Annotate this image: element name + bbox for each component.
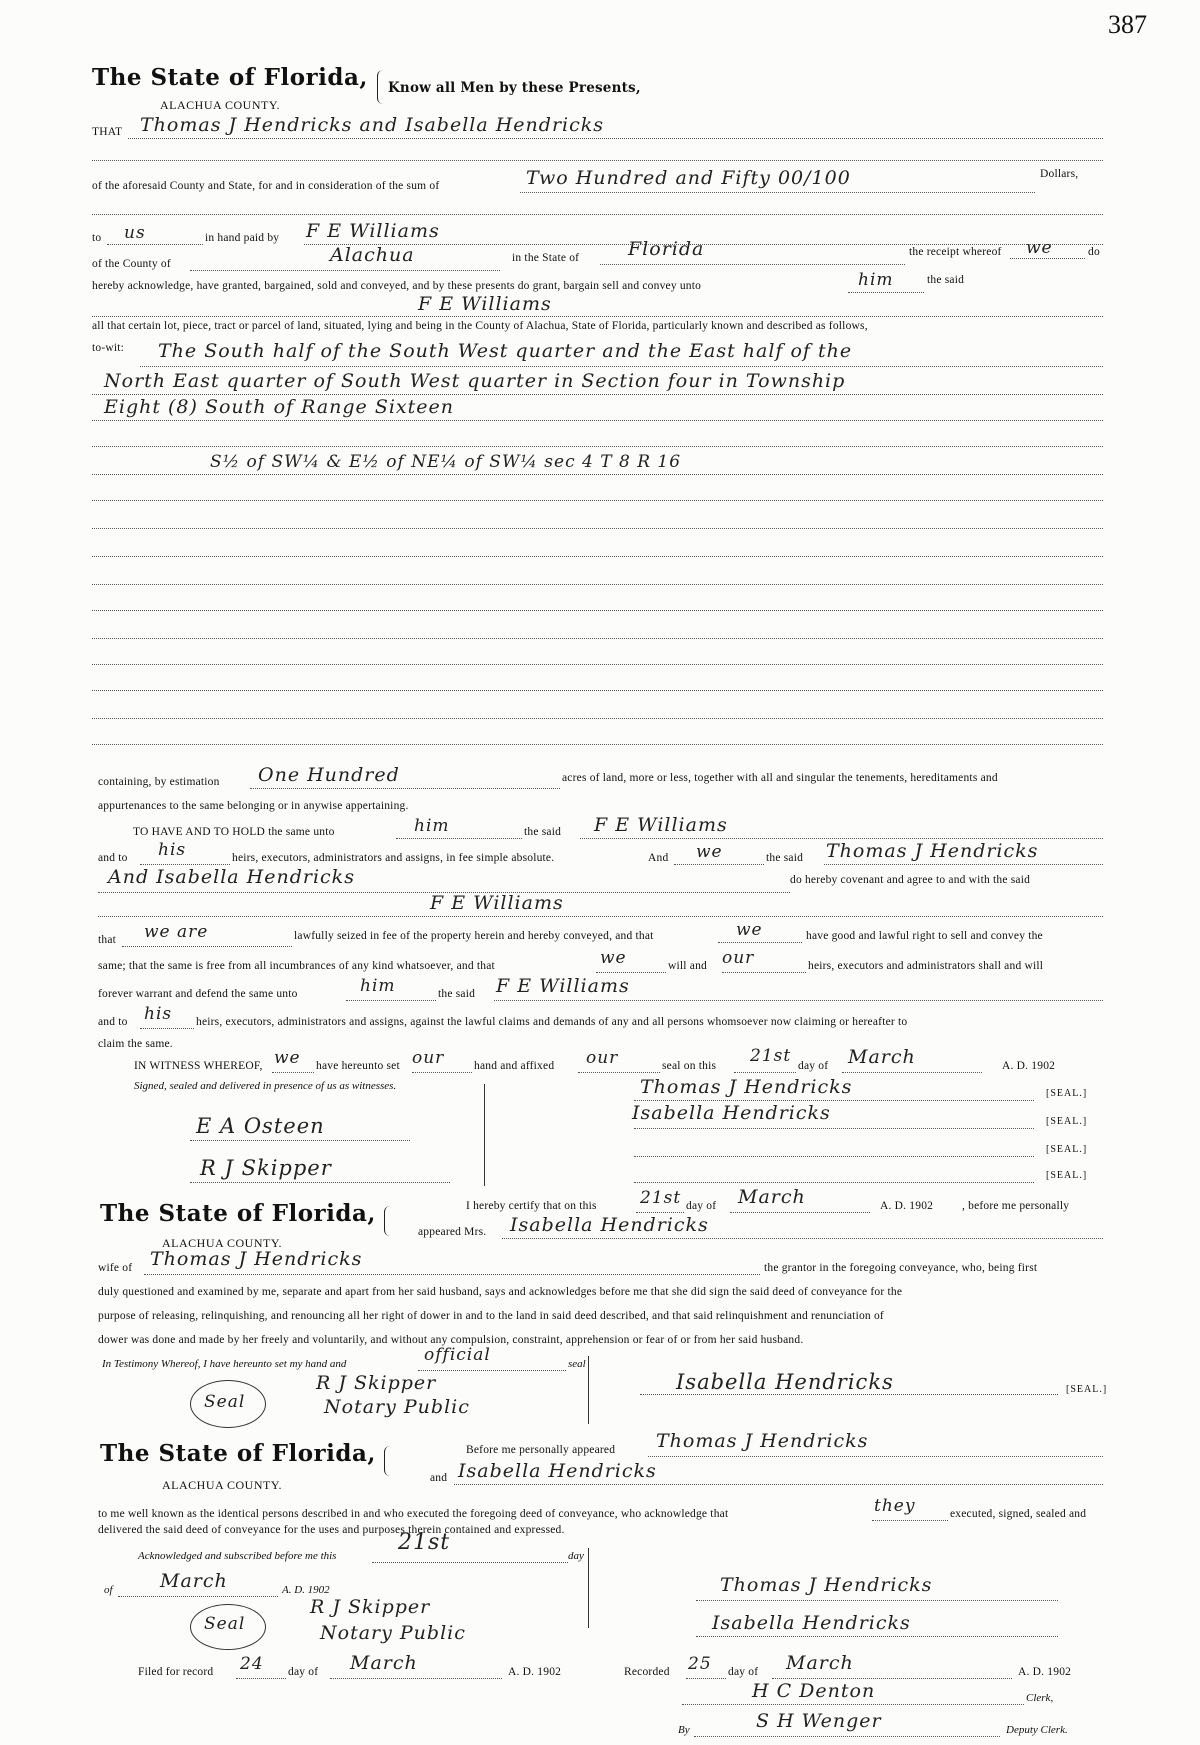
recorded-ad: A. D. 1902 bbox=[1018, 1666, 1072, 1678]
appeared-label: appeared Mrs. bbox=[418, 1226, 487, 1238]
joint-ad: A. D. 1902 bbox=[282, 1584, 330, 1596]
and-label: And bbox=[648, 852, 669, 864]
fill-line bbox=[634, 1100, 1034, 1101]
grantor-text: the grantor in the foregoing conveyance, who, being first bbox=[764, 1262, 1038, 1274]
fill-line bbox=[872, 1520, 948, 1521]
fill-line bbox=[634, 1128, 1034, 1129]
fill-line bbox=[674, 864, 764, 865]
wife-day-of: day of bbox=[686, 1200, 717, 1212]
brace bbox=[384, 1446, 393, 1476]
state-title-3: The State of Florida, bbox=[100, 1440, 376, 1467]
joint-body-2: delivered the said deed of conveyance for the uses and purposes therein contained and expressed. bbox=[98, 1524, 565, 1536]
joint-notary-title: Notary Public bbox=[320, 1622, 466, 1644]
signer-1-signature: Thomas J Hendricks bbox=[640, 1076, 853, 1098]
recorded-day: 25 bbox=[688, 1654, 712, 1674]
seal-stamp-text: Seal bbox=[204, 1392, 246, 1412]
joint-month: March bbox=[160, 1570, 228, 1592]
filed-day: 24 bbox=[240, 1654, 264, 1674]
fill-line bbox=[140, 366, 1103, 367]
habendum-said-label: the said bbox=[524, 826, 562, 838]
habendum-label: TO HAVE AND TO HOLD the same unto bbox=[133, 826, 335, 838]
fill-line bbox=[696, 1600, 1058, 1601]
fill-line bbox=[634, 1182, 1034, 1183]
fill-line bbox=[682, 1704, 1024, 1705]
fill-line bbox=[92, 556, 1103, 557]
grantors-handwriting: Thomas J Hendricks and Isabella Hendricks bbox=[140, 114, 605, 136]
seal-label-4: [SEAL.] bbox=[1046, 1170, 1088, 1181]
fill-line bbox=[272, 1072, 314, 1073]
county-label-3: ALACHUA COUNTY. bbox=[162, 1478, 282, 1492]
grantee-handwriting: F E Williams bbox=[418, 293, 552, 315]
husband-name: Thomas J Hendricks bbox=[150, 1248, 363, 1270]
dollars-label: Dollars, bbox=[1040, 168, 1079, 180]
heirs-text: heirs, executors, administrators and assigns, in fee simple absolute. bbox=[232, 852, 555, 864]
fill-line bbox=[144, 1274, 760, 1275]
county-handwriting: Alachua bbox=[330, 244, 415, 266]
day-of-label: day of bbox=[798, 1060, 829, 1072]
joint-sig-1: Thomas J Hendricks bbox=[720, 1574, 933, 1596]
wife-month: March bbox=[738, 1186, 806, 1208]
appurtenances-text: appurtenances to the same belonging or in anywise appertaining. bbox=[98, 800, 409, 812]
fill-line bbox=[412, 1072, 472, 1073]
fill-line bbox=[842, 1072, 982, 1073]
testimony-text: In Testimony Whereof, I have hereunto set my hand and bbox=[102, 1358, 347, 1370]
joint-name-1: Thomas J Hendricks bbox=[656, 1430, 869, 1452]
fill-line bbox=[696, 1636, 1058, 1637]
fill-line bbox=[92, 420, 1103, 421]
joint-notary-name: R J Skipper bbox=[310, 1596, 431, 1618]
wife-seal-label: [SEAL.] bbox=[1066, 1384, 1108, 1395]
fill-line bbox=[848, 292, 924, 293]
that-label-2: that bbox=[98, 934, 117, 946]
fill-line bbox=[236, 1678, 286, 1679]
fill-line bbox=[596, 972, 666, 973]
fill-line bbox=[330, 1678, 502, 1679]
fill-line bbox=[140, 864, 230, 865]
fill-line bbox=[190, 1182, 450, 1183]
county-of-label: of the County of bbox=[92, 258, 171, 270]
seized-text: lawfully seized in fee of the property herein and hereby conveyed, and that bbox=[294, 930, 654, 942]
fill-line bbox=[92, 528, 1103, 529]
claim-same-text: claim the same. bbox=[98, 1038, 173, 1050]
wife-of-label: wife of bbox=[98, 1262, 133, 1274]
fill-line bbox=[1010, 258, 1085, 259]
joint-before-me: Before me personally appeared bbox=[466, 1444, 616, 1456]
and-to-label-2: and to bbox=[98, 1016, 128, 1028]
bracket-line bbox=[484, 1084, 485, 1186]
seal-stamp-text-2: Seal bbox=[204, 1614, 246, 1634]
fill-line bbox=[634, 1156, 1034, 1157]
description-line-2: North East quarter of South West quarter in Section four in Township bbox=[104, 370, 846, 392]
joint-sig-2: Isabella Hendricks bbox=[712, 1612, 911, 1634]
signed-sealed-text: Signed, sealed and delivered in presence of us as witnesses. bbox=[134, 1080, 397, 1092]
witness-our: our bbox=[412, 1048, 445, 1068]
deputy-label: Deputy Clerk. bbox=[1006, 1724, 1068, 1736]
witness-ad: A. D. 1902 bbox=[1002, 1060, 1056, 1072]
fill-line bbox=[140, 1028, 194, 1029]
state-title-2: The State of Florida, bbox=[100, 1200, 376, 1227]
joint-body-1: to me well known as the identical persons described in and who executed the foregoing deed of conveyance, who acknowledge that bbox=[98, 1508, 729, 1520]
will-we: we bbox=[600, 948, 627, 968]
fill-line bbox=[92, 316, 1103, 317]
lot-text: all that certain lot, piece, tract or parcel of land, situated, lying and being in the County of Alachua, State of Florida, particularly known and described as follows, bbox=[92, 320, 868, 332]
warrant-name: F E Williams bbox=[496, 975, 630, 997]
seal-label-2: [SEAL.] bbox=[1046, 1116, 1088, 1127]
wife-name: Isabella Hendricks bbox=[510, 1214, 709, 1236]
state-title: The State of Florida, bbox=[92, 64, 368, 91]
consideration-text: of the aforesaid County and State, for and in consideration of the sum of bbox=[92, 180, 440, 192]
to-value: us bbox=[124, 223, 146, 243]
fill-line bbox=[128, 138, 1103, 139]
fill-line bbox=[92, 610, 1103, 611]
witness-2-signature: R J Skipper bbox=[200, 1156, 332, 1180]
and-to-label: and to bbox=[98, 852, 128, 864]
fill-line bbox=[372, 1562, 568, 1563]
fill-line bbox=[722, 972, 806, 973]
receipt-value: we bbox=[1026, 238, 1053, 258]
joint-of-label: of bbox=[104, 1584, 113, 1596]
fill-line bbox=[636, 1212, 684, 1213]
fill-line bbox=[730, 1212, 870, 1213]
fill-line bbox=[92, 638, 1103, 639]
fill-line bbox=[580, 838, 1103, 839]
grantor-name-2: And Isabella Hendricks bbox=[108, 866, 355, 888]
know-all-men: Know all Men by these Presents, bbox=[388, 80, 641, 96]
wife-signature: Isabella Hendricks bbox=[676, 1370, 894, 1394]
fill-line bbox=[418, 1370, 566, 1371]
fill-line bbox=[92, 718, 1103, 719]
fill-line bbox=[346, 1000, 436, 1001]
acknowledge-text: hereby acknowledge, have granted, bargained, sold and conveyed, and by these presents do grant, bargain sell and convey unto bbox=[92, 280, 702, 292]
seal-on-label: seal on this bbox=[662, 1060, 717, 1072]
the-said-label: the said bbox=[927, 274, 965, 286]
description-line-1: The South half of the South West quarter and the East half of the bbox=[158, 340, 853, 362]
fill-line bbox=[118, 1596, 278, 1597]
fill-line bbox=[92, 394, 1103, 395]
joint-day: 21st bbox=[398, 1530, 451, 1555]
acres-text: acres of land, more or less, together with all and singular the tenements, hereditaments and bbox=[562, 772, 998, 784]
filed-month: March bbox=[350, 1652, 418, 1674]
clerk-label: Clerk, bbox=[1026, 1692, 1054, 1704]
bracket-line bbox=[588, 1356, 589, 1424]
in-hand-paid-label: in hand paid by bbox=[205, 232, 280, 244]
receipt-label: the receipt whereof bbox=[909, 246, 1002, 258]
witness-day: 21st bbox=[750, 1046, 792, 1066]
heirs-exec-text: heirs, executors and administrators shall and will bbox=[808, 960, 1044, 972]
fill-line bbox=[494, 1000, 1103, 1001]
said2-label: the said bbox=[766, 852, 804, 864]
warrant-unto: him bbox=[360, 976, 396, 996]
description-line-3: Eight (8) South of Range Sixteen bbox=[104, 396, 455, 418]
will-label: will and bbox=[668, 960, 707, 972]
habendum-unto: him bbox=[414, 816, 450, 836]
seal-label-1: [SEAL.] bbox=[1046, 1088, 1088, 1099]
wife-day: 21st bbox=[640, 1188, 682, 1208]
and-we: we bbox=[696, 842, 723, 862]
wife-notary-name: R J Skipper bbox=[316, 1372, 437, 1394]
hand-affixed-label: hand and affixed bbox=[474, 1060, 555, 1072]
bracket-line bbox=[588, 1548, 589, 1628]
wife-body-2: purpose of releasing, relinquishing, and renouncing all her right of dower in and to the land in said deed described, and that said relinquishment and renunciation of bbox=[98, 1310, 884, 1322]
certify-text: I hereby certify that on this bbox=[466, 1200, 597, 1212]
fill-line bbox=[92, 160, 1103, 161]
wife-notary-title: Notary Public bbox=[324, 1396, 470, 1418]
do-label: do bbox=[1088, 246, 1100, 258]
acres-handwriting: One Hundred bbox=[258, 764, 400, 786]
that-we: we bbox=[736, 920, 763, 940]
grantor-name-1: Thomas J Hendricks bbox=[826, 840, 1039, 862]
fill-line bbox=[122, 946, 292, 947]
recorded-label: Recorded bbox=[624, 1666, 670, 1678]
fill-line bbox=[250, 788, 560, 789]
fill-line bbox=[92, 664, 1103, 665]
seal-label-3: [SEAL.] bbox=[1046, 1144, 1088, 1155]
joint-executed: executed, signed, sealed and bbox=[950, 1508, 1087, 1520]
joint-they: they bbox=[874, 1496, 916, 1516]
containing-label: containing, by estimation bbox=[98, 776, 220, 788]
official-word: official bbox=[424, 1345, 491, 1365]
fill-line bbox=[92, 446, 1103, 447]
fill-line bbox=[190, 1140, 410, 1141]
clerk-signature: H C Denton bbox=[752, 1680, 876, 1702]
filed-ad: A. D. 1902 bbox=[508, 1666, 562, 1678]
county-label-2: ALACHUA COUNTY. bbox=[162, 1236, 282, 1250]
fill-line bbox=[824, 864, 1103, 865]
filed-day-of: day of bbox=[288, 1666, 319, 1678]
witness-month: March bbox=[848, 1046, 916, 1068]
fill-line bbox=[454, 1484, 1103, 1485]
payer-handwriting: F E Williams bbox=[306, 220, 440, 242]
joint-name-2: Isabella Hendricks bbox=[458, 1460, 657, 1482]
fill-line bbox=[772, 1678, 1012, 1679]
fill-line bbox=[520, 192, 1035, 193]
fill-line bbox=[98, 916, 1103, 917]
page-number: 387 bbox=[1108, 10, 1147, 39]
that-label: THAT bbox=[92, 126, 123, 138]
witness-our-2: our bbox=[586, 1048, 619, 1068]
heirs-whose: his bbox=[158, 840, 187, 860]
to-wit-label: to-wit: bbox=[92, 342, 125, 354]
description-line-5: S½ of SW¼ & E½ of NE¼ of SW¼ sec 4 T 8 R 16 bbox=[210, 452, 682, 472]
state-of-label: in the State of bbox=[512, 252, 580, 264]
fill-line bbox=[578, 1072, 660, 1073]
witness-label: IN WITNESS WHEREOF, bbox=[134, 1060, 263, 1072]
fill-line bbox=[396, 838, 522, 839]
fill-line bbox=[92, 690, 1103, 691]
county-label: ALACHUA COUNTY. bbox=[160, 98, 280, 112]
our-heirs: our bbox=[722, 948, 755, 968]
fill-line bbox=[686, 1678, 726, 1679]
by-label: By bbox=[678, 1724, 690, 1736]
seal-word: seal bbox=[568, 1358, 586, 1370]
right-text: have good and lawful right to sell and convey the bbox=[806, 930, 1043, 942]
recorded-day-of: day of bbox=[728, 1666, 759, 1678]
fill-line bbox=[92, 474, 1103, 475]
state-handwriting: Florida bbox=[628, 238, 705, 260]
signer-2-signature: Isabella Hendricks bbox=[632, 1102, 831, 1124]
warrant-label: forever warrant and defend the same unto bbox=[98, 988, 298, 1000]
fill-line bbox=[92, 584, 1103, 585]
recorded-month: March bbox=[786, 1652, 854, 1674]
fill-line bbox=[648, 1456, 1103, 1457]
witness-we: we bbox=[274, 1048, 301, 1068]
fill-line bbox=[92, 214, 1103, 215]
fill-line bbox=[600, 264, 905, 265]
covenant-name: F E Williams bbox=[430, 892, 564, 914]
fill-line bbox=[92, 500, 1103, 501]
witness-1-signature: E A Osteen bbox=[196, 1114, 325, 1138]
filed-label: Filed for record bbox=[138, 1666, 214, 1678]
fill-line bbox=[190, 270, 500, 271]
to-label: to bbox=[92, 232, 102, 244]
fill-line bbox=[694, 1736, 1000, 1737]
brace bbox=[377, 70, 386, 104]
brace bbox=[384, 1206, 393, 1236]
lawful-claims-text: heirs, executors, administrators and assigns, against the lawful claims and demands of any and all persons whomsoever now claiming or hereafter to bbox=[196, 1016, 908, 1028]
fill-line bbox=[92, 744, 1103, 745]
wife-body-3: dower was done and made by her freely and voluntarily, and without any compulsion, constraint, apprehension or fear of or from her said husband. bbox=[98, 1334, 804, 1346]
fill-line bbox=[502, 1238, 1103, 1239]
wife-ad: A. D. 1902 bbox=[880, 1200, 934, 1212]
joint-and-label: and bbox=[430, 1472, 448, 1484]
sum-handwriting: Two Hundred and Fifty 00/100 bbox=[526, 167, 851, 189]
fill-line bbox=[640, 1394, 1058, 1395]
joint-day-label: day bbox=[568, 1550, 584, 1562]
fill-line bbox=[107, 244, 203, 245]
before-me-text: , before me personally bbox=[962, 1200, 1070, 1212]
acknowledged-text: Acknowledged and subscribed before me this bbox=[138, 1550, 337, 1562]
warrant-said-label: the said bbox=[438, 988, 476, 1000]
habendum-name: F E Williams bbox=[594, 814, 728, 836]
convey-unto-value: him bbox=[858, 270, 894, 290]
wife-body-1: duly questioned and examined by me, separate and apart from her said husband, says and acknowledges before me that she did sign the said deed of conveyance for the bbox=[98, 1286, 903, 1298]
fill-line bbox=[734, 1072, 796, 1073]
fill-line bbox=[718, 942, 802, 943]
seized-value: we are bbox=[144, 922, 209, 942]
heirs2: his bbox=[144, 1004, 173, 1024]
deputy-signature: S H Wenger bbox=[756, 1710, 882, 1732]
have-set-label: have hereunto set bbox=[316, 1060, 400, 1072]
free-text: same; that the same is free from all incumbrances of any kind whatsoever, and that bbox=[98, 960, 495, 972]
covenant-text: do hereby covenant and agree to and with the said bbox=[790, 874, 1031, 886]
